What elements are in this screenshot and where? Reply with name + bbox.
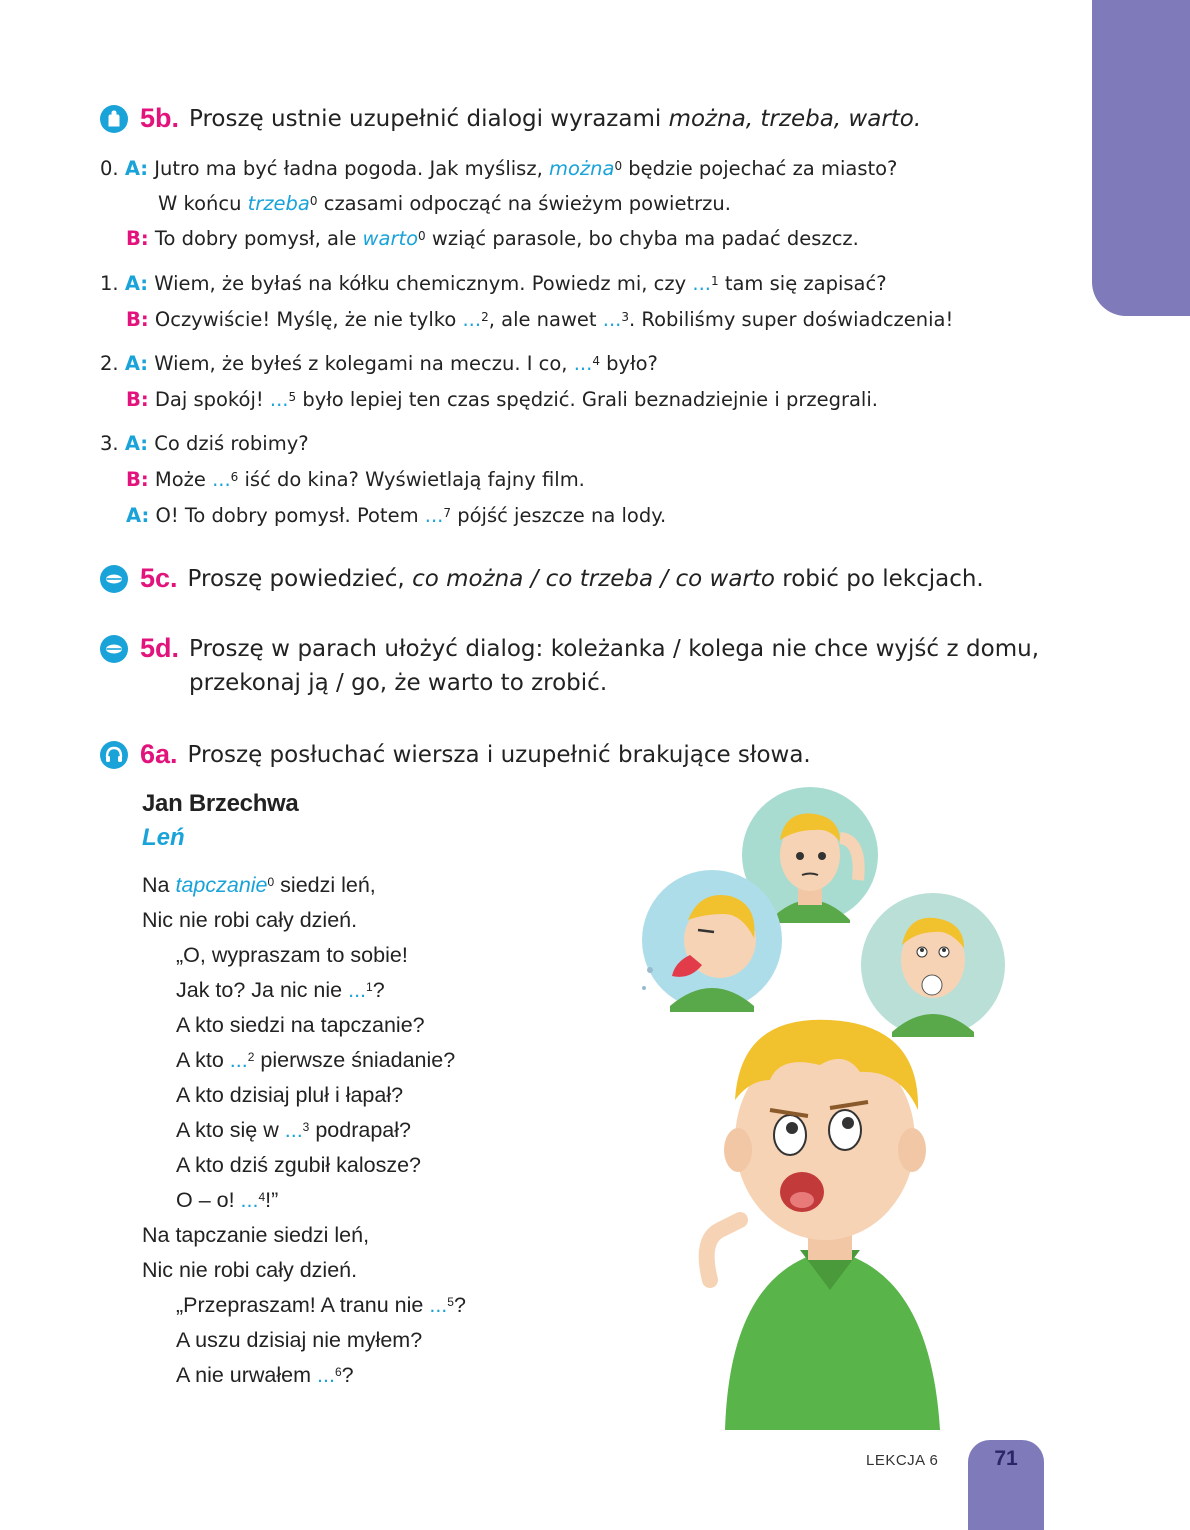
thought-bubble-spitting [642, 870, 782, 1012]
poem-line: A kto dziś zgubił kalosze? [176, 1153, 421, 1177]
exercise-5d-header [100, 632, 1050, 700]
poem-line: Nic nie robi cały dzień. [142, 1258, 358, 1282]
exercise-instruction: Proszę ustnie uzupełnić dialogi wyrazami można, trzeba, warto. [189, 106, 922, 132]
dialog-3-line-a2: A: O! To dobry pomysł. Potem ...$^7$ pójść jeszcze na lody. [126, 504, 667, 527]
poem-line: Nic nie robi cały dzień. [142, 908, 358, 932]
exercise-5b-header [100, 102, 1050, 136]
exercise-number: 5d. [140, 633, 180, 663]
exercise-instruction: Proszę w parach ułożyć dialog: koleżanka / kolega nie chce wyjść z domu, przekonaj ją / go, że warto to zrobić. [189, 636, 1040, 696]
boy-main-figure [707, 1020, 940, 1430]
dialog-1-line-b: B: Oczywiście! Myślę, że nie tylko ...$^2$, ale nawet ...$^3$. Robiliśmy super doświadczenia! [126, 308, 954, 331]
exercise-number: 6a. [140, 739, 178, 769]
poem-line: A kto siedzi na tapczanie? [176, 1013, 425, 1037]
dialog-0-line-b: B: To dobry pomysł, ale warto$^0$ wziąć parasole, bo chyba ma padać deszcz. [126, 227, 859, 250]
speaking-mouth-icon [100, 565, 128, 593]
dialog-3-line-a: 3. A: Co dziś robimy? [100, 432, 309, 455]
exercise-number: 5b. [140, 103, 180, 133]
thought-bubble-eating [861, 893, 1005, 1037]
speaking-mouth-icon [100, 635, 128, 663]
headphones-icon [100, 741, 128, 769]
exercise-instruction: Proszę powiedzieć, co można / co trzeba / co warto robić po lekcjach. [187, 566, 984, 592]
poem-line: A nie urwałem ...$^6$? [176, 1363, 354, 1387]
poem-author: Jan Brzechwa [142, 790, 299, 817]
dialog-1-line-a: 1. A: Wiem, że byłaś na kółku chemicznym. Powiedz mi, czy ...$^1$ tam się zapisać? [100, 272, 887, 295]
poem-line: A uszu dzisiaj nie myłem? [176, 1328, 423, 1352]
exercise-5c-header [100, 562, 1050, 596]
dialog-0-line-a2: W końcu trzeba$^0$ czasami odpocząć na świeżym powietrzu. [158, 192, 731, 215]
poem-line: O – o! ...$^4$!” [176, 1188, 279, 1212]
poem-line: „Przepraszam! A tranu nie ...$^5$? [176, 1293, 466, 1317]
dialog-2-line-a: 2. A: Wiem, że byłeś z kolegami na meczu. I co, ...$^4$ było? [100, 352, 658, 375]
poem-line: „O, wypraszam to sobie! [176, 943, 408, 967]
exercise-number: 5c. [140, 563, 178, 593]
poem-title: Leń [142, 824, 185, 851]
poem-line: A kto się w ...$^3$ podrapał? [176, 1118, 411, 1142]
page-number: 71 [994, 1447, 1018, 1470]
poem-line: Na tapczanie$^0$ siedzi leń, [142, 873, 376, 897]
poem-line: A kto ...$^2$ pierwsze śniadanie? [176, 1048, 456, 1072]
lesson-label: LEKCJA 6 [866, 1452, 939, 1469]
poem-line: A kto dzisiaj pluł i łapał? [176, 1083, 404, 1107]
dialog-3-line-b: B: Może ...$^6$ iść do kina? Wyświetlają fajny film. [126, 468, 585, 491]
side-tab [1092, 0, 1190, 316]
lazy-boy-illustration [630, 780, 1030, 1430]
exercise-6a-header [100, 738, 1050, 772]
dialog-0-line-a: 0. A: Jutro ma być ładna pogoda. Jak myślisz, można$^0$ będzie pojechać za miasto? [100, 157, 898, 180]
dialog-2-line-b: B: Daj spokój! ...$^5$ było lepiej ten czas spędzić. Grali beznadziejnie i przegrali. [126, 388, 878, 411]
poem-line: Jak to? Ja nic nie ...$^1$? [176, 978, 385, 1002]
exercise-instruction: Proszę posłuchać wiersza i uzupełnić brakujące słowa. [187, 742, 811, 768]
open-hand-icon [100, 105, 128, 133]
poem-line: Na tapczanie siedzi leń, [142, 1223, 370, 1247]
